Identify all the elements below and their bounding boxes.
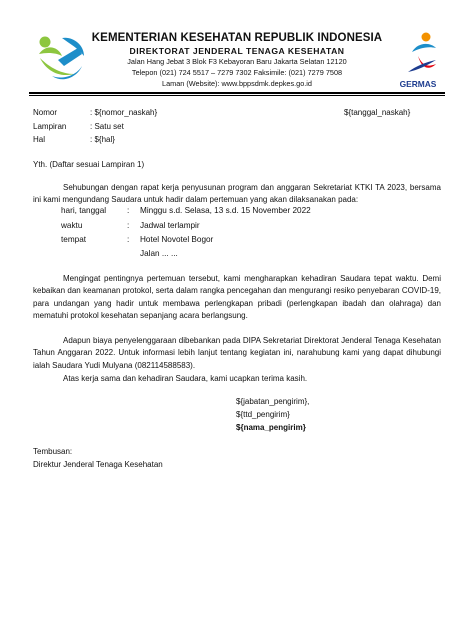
- nomor-value: : ${nomor_naskah}: [90, 108, 158, 117]
- paragraph-importance: Mengingat pentingnya pertemuan tersebut, kami mengharapkan kehadiran Saudara tepat waktu. Demi kebaikan dan keamanan protokol, serta dalam rangka pencegahan dan mengurangi resiko penyebaran COVID-19, para undangan yang hadir untuk membawa perlengkapan pribadi (perlengkapan ibadah dan olahraga) dan mematuhi protokol kesehatan sepanjang acara berlangsung.: [33, 274, 441, 321]
- detail-value-street: Jalan ... ...: [140, 249, 178, 258]
- header-rule-thin: [29, 95, 445, 96]
- detail-value-time: Jadwal terlampir: [140, 221, 200, 230]
- detail-label-date: hari, tanggal: [61, 206, 107, 215]
- detail-sep-date: :: [127, 206, 130, 215]
- detail-label-time: waktu: [61, 221, 83, 230]
- address-line: Jalan Hang Jebat 3 Blok F3 Kebayoran Baru Jakarta Selatan 12120: [127, 57, 347, 66]
- germas-label: GERMAS: [399, 79, 437, 89]
- phone-line: Telepon (021) 724 5517 – 7279 7302 Faksimile: (021) 7279 7508: [131, 68, 343, 77]
- header-rule-thick: [29, 92, 445, 94]
- paragraph-funding: Adapun biaya penyelenggaraan dibebankan pada DIPA Sekretariat Direktorat Jenderal Tenaga Kesehatan Tahun Anggaran 2022. Untuk informasi lebih lanjut tentang kegiatan ini, narahubung kami yang dapat dihubungi ialah Saudara Yudi Mulyana (082114588583).: [33, 336, 441, 370]
- directorate-name: DIREKTORAT JENDERAL TENAGA KESEHATAN: [129, 46, 345, 56]
- lampiran-label: Lampiran: [33, 122, 67, 131]
- detail-value-place: Hotel Novotel Bogor: [140, 235, 214, 244]
- detail-sep-place: :: [127, 235, 130, 244]
- detail-sep-time: :: [127, 221, 130, 230]
- detail-value-date: Minggu s.d. Selasa, 13 s.d. 15 November 2022: [140, 206, 311, 215]
- nomor-label: Nomor: [33, 108, 58, 117]
- sender-name: ${nama_pengirim}: [236, 423, 306, 432]
- website-line: Laman (Website): www.bppsdmk.depkes.go.id: [162, 79, 312, 88]
- hal-value: : ${hal}: [90, 135, 115, 144]
- letter-date: ${tanggal_naskah}: [344, 108, 411, 117]
- ministry-name: KEMENTERIAN KESEHATAN REPUBLIK INDONESIA: [91, 32, 383, 44]
- sender-signature: ${ttd_pengirim}: [236, 410, 290, 419]
- lampiran-value: : Satu set: [90, 122, 124, 131]
- recipient: Yth. (Daftar sesuai Lampiran 1): [33, 160, 145, 169]
- cc-label: Tembusan:: [33, 447, 73, 456]
- detail-label-place: tempat: [61, 235, 87, 244]
- hal-label: Hal: [33, 135, 46, 144]
- paragraph-opening: Sehubungan dengan rapat kerja penyusunan program dan anggaran Sekretariat KTKI TA 2023, bersama ini kami mengundang Saudara untuk hadir dalam pertemuan yang akan dilaksanakan pada:: [33, 183, 441, 205]
- paragraph-closing: Atas kerja sama dan kehadiran Saudara, kami ucapkan terima kasih.: [63, 374, 308, 383]
- sender-position: ${jabatan_pengirim},: [236, 397, 310, 406]
- cc-item: Direktur Jenderal Tenaga Kesehatan: [33, 460, 163, 469]
